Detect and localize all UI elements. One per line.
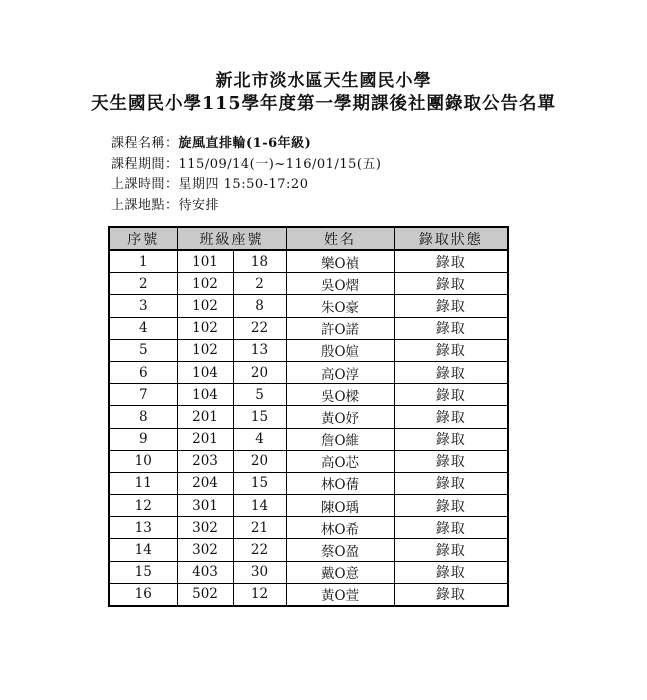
- cell-status: 錄取: [394, 273, 508, 295]
- table-row: [109, 295, 508, 317]
- table-row: [109, 472, 508, 494]
- cell-status: 錄取: [394, 361, 508, 383]
- cell-seat: 20: [233, 361, 286, 383]
- cell-no: 8: [109, 406, 177, 428]
- cell-class: 101: [177, 250, 233, 273]
- cell-name: 樂O禎: [286, 250, 394, 273]
- cell-no: 10: [109, 450, 177, 472]
- cell-class: 201: [177, 406, 233, 428]
- cell-status: 錄取: [394, 384, 508, 406]
- cell-status: 錄取: [394, 472, 508, 494]
- cell-no: 1: [109, 250, 177, 273]
- cell-seat: 15: [233, 406, 286, 428]
- cell-name: 蔡O盈: [286, 539, 394, 561]
- course-info: [111, 134, 382, 216]
- cell-class: 204: [177, 472, 233, 494]
- cell-class: 201: [177, 428, 233, 450]
- table-row: [109, 495, 508, 517]
- cell-class: 102: [177, 295, 233, 317]
- cell-class: 301: [177, 495, 233, 517]
- cell-class: 502: [177, 583, 233, 606]
- table-row: [109, 561, 508, 583]
- table-body: [109, 250, 508, 606]
- cell-no: 3: [109, 295, 177, 317]
- cell-no: 11: [109, 472, 177, 494]
- cell-status: 錄取: [394, 517, 508, 539]
- course-name-label: 課程名稱：: [111, 136, 179, 151]
- class-time-label: 上課時間：: [111, 177, 179, 192]
- class-location-label: 上課地點：: [111, 197, 179, 213]
- cell-no: 2: [109, 273, 177, 295]
- cell-class: 104: [177, 384, 233, 406]
- cell-seat: 15: [233, 472, 286, 494]
- cell-name: 殷O媗: [286, 339, 394, 361]
- cell-seat: 12: [233, 583, 286, 606]
- cell-seat: 30: [233, 561, 286, 583]
- cell-name: 陳O瑀: [286, 495, 394, 517]
- cell-name: 黃O妤: [286, 406, 394, 428]
- class-time-value: 星期四 15:50-17:20: [178, 177, 309, 192]
- table-row: [109, 317, 508, 339]
- cell-seat: 22: [233, 539, 286, 561]
- cell-name: 許O諾: [286, 317, 394, 339]
- cell-class: 102: [177, 339, 233, 361]
- table-row: [109, 339, 508, 361]
- table-row: [109, 361, 508, 383]
- table-row: [109, 406, 508, 428]
- cell-class: 302: [177, 539, 233, 561]
- cell-status: 錄取: [394, 428, 508, 450]
- cell-status: 錄取: [394, 495, 508, 517]
- announcement-title: 天生國民小學115學年度第一學期課後社團錄取公告名單: [90, 94, 557, 114]
- cell-status: 錄取: [394, 295, 508, 317]
- cell-no: 12: [109, 495, 177, 517]
- cell-no: 4: [109, 317, 177, 339]
- cell-name: 詹O維: [286, 428, 394, 450]
- cell-no: 7: [109, 384, 177, 406]
- cell-seat: 21: [233, 517, 286, 539]
- header-no: 序號: [109, 227, 177, 250]
- cell-status: 錄取: [394, 250, 508, 273]
- cell-name: 戴O意: [286, 561, 394, 583]
- cell-seat: 5: [233, 384, 286, 406]
- cell-no: 16: [109, 583, 177, 606]
- class-time-row: [111, 175, 382, 196]
- cell-class: 203: [177, 450, 233, 472]
- cell-name: 高O芯: [286, 450, 394, 472]
- cell-status: 錄取: [394, 406, 508, 428]
- course-period-value: 115/09/14(一)~116/01/15(五): [178, 156, 382, 172]
- cell-class: 102: [177, 273, 233, 295]
- cell-seat: 22: [233, 317, 286, 339]
- cell-name: 吳O熠: [286, 273, 394, 295]
- cell-seat: 4: [233, 428, 286, 450]
- table-row: [109, 450, 508, 472]
- admission-table: [108, 226, 509, 607]
- header-class-seat: 班級座號: [177, 227, 286, 250]
- header-status: 錄取狀態: [394, 227, 508, 250]
- cell-class: 403: [177, 561, 233, 583]
- cell-class: 102: [177, 317, 233, 339]
- cell-seat: 20: [233, 450, 286, 472]
- cell-seat: 13: [233, 339, 286, 361]
- cell-no: 6: [109, 361, 177, 383]
- cell-status: 錄取: [394, 561, 508, 583]
- cell-status: 錄取: [394, 339, 508, 361]
- cell-name: 林O希: [286, 517, 394, 539]
- table-row: [109, 384, 508, 406]
- table-row: [109, 428, 508, 450]
- school-title: 新北市淡水區天生國民小學: [215, 71, 432, 91]
- cell-seat: 18: [233, 250, 286, 273]
- class-location-value: 待安排: [178, 197, 220, 213]
- course-period-row: [111, 155, 382, 176]
- cell-status: 錄取: [394, 539, 508, 561]
- cell-class: 104: [177, 361, 233, 383]
- cell-seat: 2: [233, 273, 286, 295]
- cell-name: 黃O萱: [286, 583, 394, 606]
- course-name-row: [111, 134, 382, 155]
- table-row: [109, 583, 508, 606]
- course-period-label: 課程期間：: [111, 156, 179, 172]
- cell-seat: 14: [233, 495, 286, 517]
- cell-name: 高O淳: [286, 361, 394, 383]
- class-location-row: [111, 196, 382, 217]
- cell-name: 吳O樑: [286, 384, 394, 406]
- table-header: [109, 227, 508, 250]
- cell-seat: 8: [233, 295, 286, 317]
- cell-no: 9: [109, 428, 177, 450]
- cell-status: 錄取: [394, 450, 508, 472]
- cell-no: 15: [109, 561, 177, 583]
- cell-class: 302: [177, 517, 233, 539]
- header-name: 姓名: [286, 227, 394, 250]
- cell-name: 朱O豪: [286, 295, 394, 317]
- cell-no: 14: [109, 539, 177, 561]
- course-name-value: 旋風直排輪(1-6年級): [178, 136, 312, 151]
- header-row: [109, 227, 508, 250]
- table-row: [109, 539, 508, 561]
- cell-no: 5: [109, 339, 177, 361]
- cell-status: 錄取: [394, 583, 508, 606]
- cell-status: 錄取: [394, 317, 508, 339]
- table-row: [109, 250, 508, 273]
- table-row: [109, 517, 508, 539]
- table-row: [109, 273, 508, 295]
- cell-name: 林O蒨: [286, 472, 394, 494]
- cell-no: 13: [109, 517, 177, 539]
